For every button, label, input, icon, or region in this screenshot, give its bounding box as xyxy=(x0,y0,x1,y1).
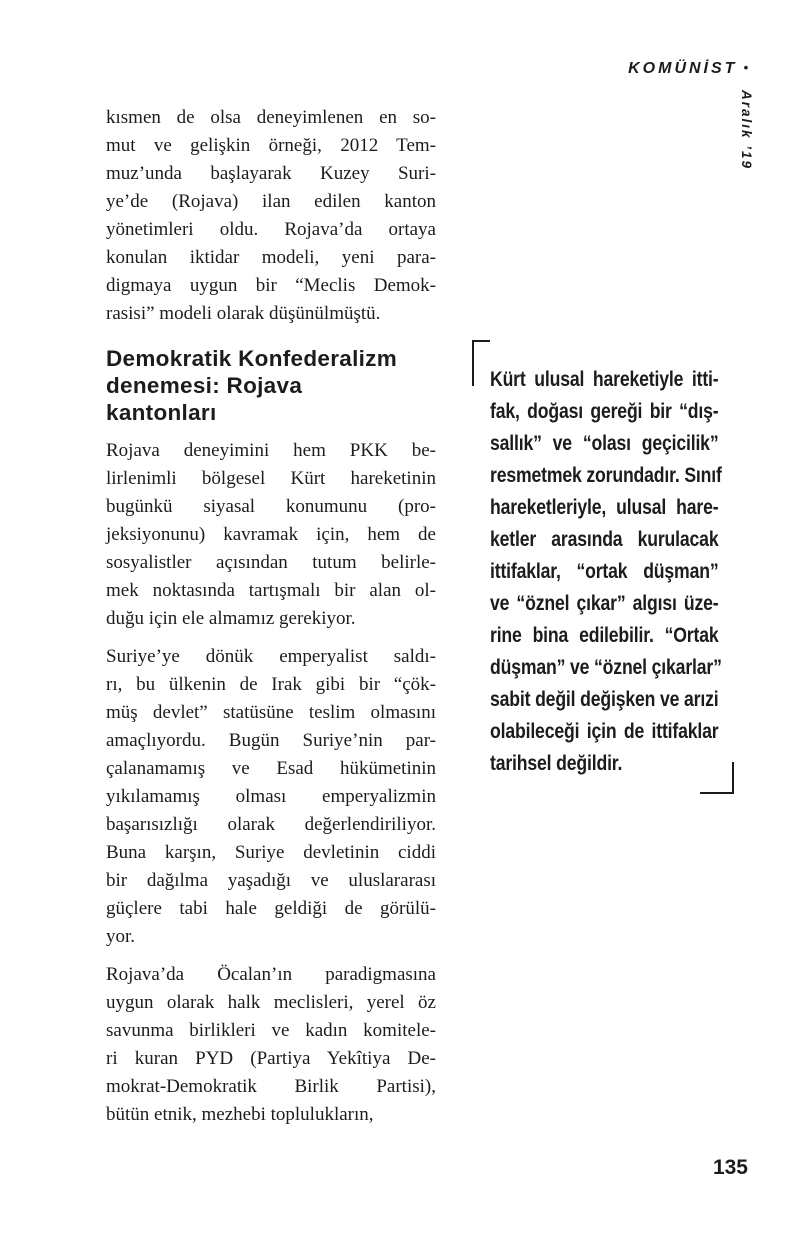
section-heading xyxy=(106,345,436,426)
text-line: lirlenimli bölgesel Kürt hareketinin xyxy=(106,468,436,489)
text-line: resmetmek zorundadır. Sınıf xyxy=(490,464,722,487)
text-line: yıkılamamış olması emperyalizmin xyxy=(106,786,436,807)
text-line: Buna karşın, Suriye devletinin ciddi xyxy=(106,842,436,863)
text-line: tarihsel değildir. xyxy=(490,752,623,775)
masthead xyxy=(628,60,748,78)
journal-title: KOMÜNİST xyxy=(628,60,738,77)
issue-date: Aralık ’19 xyxy=(739,90,754,171)
text-line: duğu için ele almamız gerekiyor. xyxy=(106,608,356,629)
text-line: sosyalistler açısından tutum belirle- xyxy=(106,552,436,573)
text-line: hareketleriyle, ulusal hare- xyxy=(490,496,719,519)
text-line: mokrat-Demokratik Birlik Partisi), xyxy=(106,1076,436,1097)
text-line: güçlere tabi hale geldiği de görülü- xyxy=(106,898,436,919)
text-line: başarısızlığı olarak değerlendiriliyor. xyxy=(106,814,436,835)
text-line: ye’de (Rojava) ilan edilen kanton xyxy=(106,191,436,212)
text-line: jeksiyonunu) kavramak için, hem de xyxy=(106,524,436,545)
paragraph-1 xyxy=(106,104,436,328)
quote-bracket-top-icon xyxy=(472,340,490,386)
page-number: 135 xyxy=(712,1156,748,1179)
text-line: bugünkü siyasal konumunu (pro- xyxy=(106,496,436,517)
text-line: bir dağılma yaşadığı ve uluslararası xyxy=(106,870,436,891)
text-line: olabileceği için de ittifaklar xyxy=(490,720,719,743)
pull-quote-text xyxy=(490,364,722,780)
text-line: Rojava deneyimini hem PKK be- xyxy=(106,440,436,461)
text-line: ve “öznel çıkar” algısı üze- xyxy=(490,592,719,615)
text-line: uygun olarak halk meclisleri, yerel öz xyxy=(106,992,436,1013)
pull-quote xyxy=(490,340,722,780)
paragraph-3 xyxy=(106,643,436,951)
text-line: amaçlıyordu. Bugün Suriye’nin par- xyxy=(106,730,436,751)
text-line: sallık” ve “olası geçicilik” xyxy=(490,432,719,455)
text-line: yönetimleri oldu. Rojava’da ortaya xyxy=(106,219,436,240)
text-line: Suriye’ye dönük emperyalist saldı- xyxy=(106,646,436,667)
text-line: Kürt ulusal hareketiyle itti- xyxy=(490,368,719,391)
text-line: yor. xyxy=(106,926,136,947)
text-line: rasisi” modeli olarak düşünülmüştü. xyxy=(106,303,381,324)
text-line: müş devlet” statüsüne teslim olmasını xyxy=(106,702,436,723)
masthead-bullet-icon: • xyxy=(743,60,748,75)
text-line: savunma birlikleri ve kadın komitele- xyxy=(106,1020,436,1041)
text-line: ittifaklar, “ortak düşman” xyxy=(490,560,719,583)
text-line: ri kuran PYD (Partiya Yekîtiya De- xyxy=(106,1048,436,1069)
text-line: düşman” ve “öznel çıkarlar” xyxy=(490,656,722,679)
text-line: fak, doğası gereği bir “dış- xyxy=(490,400,719,423)
text-line: çalanamamış ve Esad hükümetinin xyxy=(106,758,436,779)
text-line: digmaya uygun bir “Meclis Demok- xyxy=(106,275,436,296)
text-line: mek noktasında tartışmalı bir alan ol- xyxy=(106,580,436,601)
text-line: Demokratik Konfederalizm xyxy=(106,346,398,371)
text-line: rı, bu ülkenin de Irak gibi bir “çök- xyxy=(106,674,436,695)
text-line: denemesi: Rojava xyxy=(106,373,303,398)
text-line: ketler arasında kurulacak xyxy=(490,528,719,551)
article-body xyxy=(106,104,436,1139)
paragraph-4 xyxy=(106,961,436,1129)
text-line: sabit değil değişken ve arızi xyxy=(490,688,719,711)
text-line: rine bina edilebilir. “Ortak xyxy=(490,624,719,647)
text-line: konulan iktidar modeli, yeni para- xyxy=(106,247,436,268)
text-line: kantonları xyxy=(106,400,217,425)
text-line: mut ve gelişkin örneği, 2012 Tem- xyxy=(106,135,436,156)
text-line: kısmen de olsa deneyimlenen en so- xyxy=(106,107,436,128)
quote-bracket-bottom-icon xyxy=(700,762,734,794)
text-line: Rojava’da Öcalan’ın paradigmasına xyxy=(106,964,436,985)
text-line: bütün etnik, mezhebi toplulukların, xyxy=(106,1104,374,1125)
text-line: muz’unda başlayarak Kuzey Suri- xyxy=(106,163,436,184)
paragraph-2 xyxy=(106,437,436,633)
